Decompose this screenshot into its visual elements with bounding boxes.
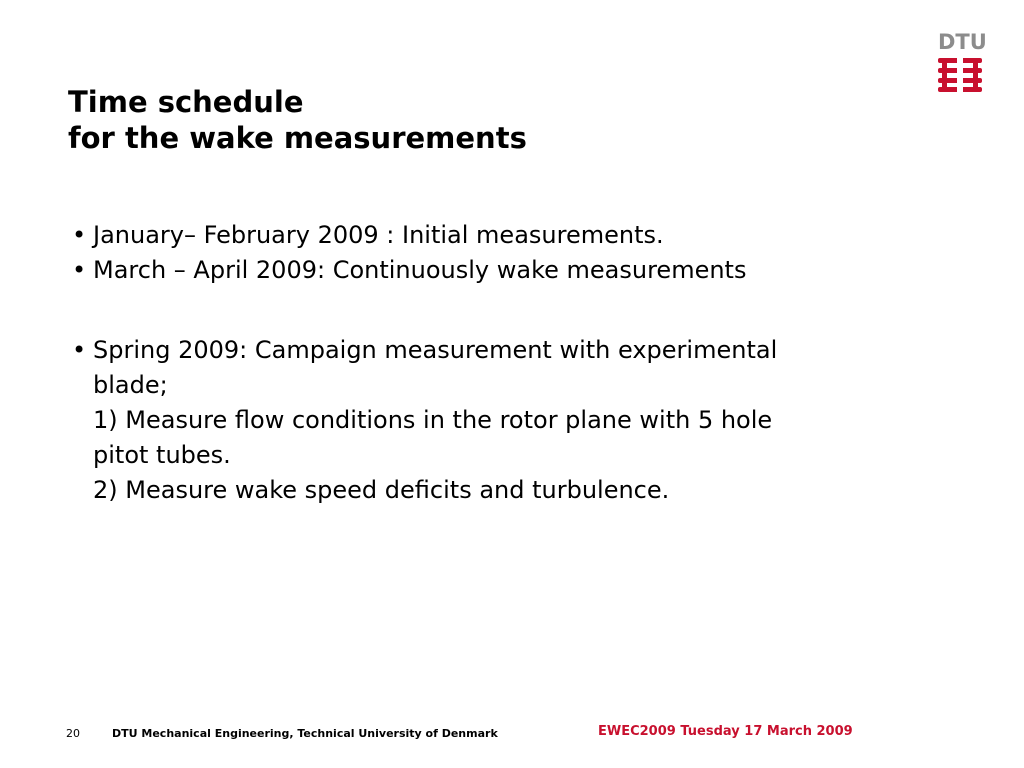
title-line-1: Time schedule: [68, 85, 304, 119]
bullet-text: • Spring 2009: Campaign measurement with experimental: [93, 336, 778, 364]
bullet-item: [72, 333, 942, 508]
dtu-logo: [938, 30, 987, 94]
page-number: 20: [66, 727, 80, 740]
bullet-text: • January– February 2009 : Initial measurements.: [93, 221, 664, 249]
bullet-item: [72, 253, 942, 288]
footer-organization: DTU Mechanical Engineering, Technical University of Denmark: [112, 727, 498, 740]
bullet-text: 1) Measure flow conditions in the rotor plane with 5 hole: [93, 406, 773, 434]
title-line-2: for the wake measurements: [68, 121, 527, 155]
bullet-item: [72, 218, 942, 253]
slide-title: [68, 84, 527, 156]
dtu-logo-icon: [938, 58, 982, 92]
bullet-text: blade;: [93, 371, 168, 399]
footer-event: EWEC2009 Tuesday 17 March 2009: [598, 724, 853, 739]
bullet-list: [72, 218, 942, 508]
bullet-text: 2) Measure wake speed deficits and turbulence.: [93, 476, 670, 504]
bullet-text: pitot tubes.: [93, 441, 231, 469]
logo-text: DTU: [938, 30, 987, 54]
bullet-text: • March – April 2009: Continuously wake measurements: [93, 256, 747, 284]
